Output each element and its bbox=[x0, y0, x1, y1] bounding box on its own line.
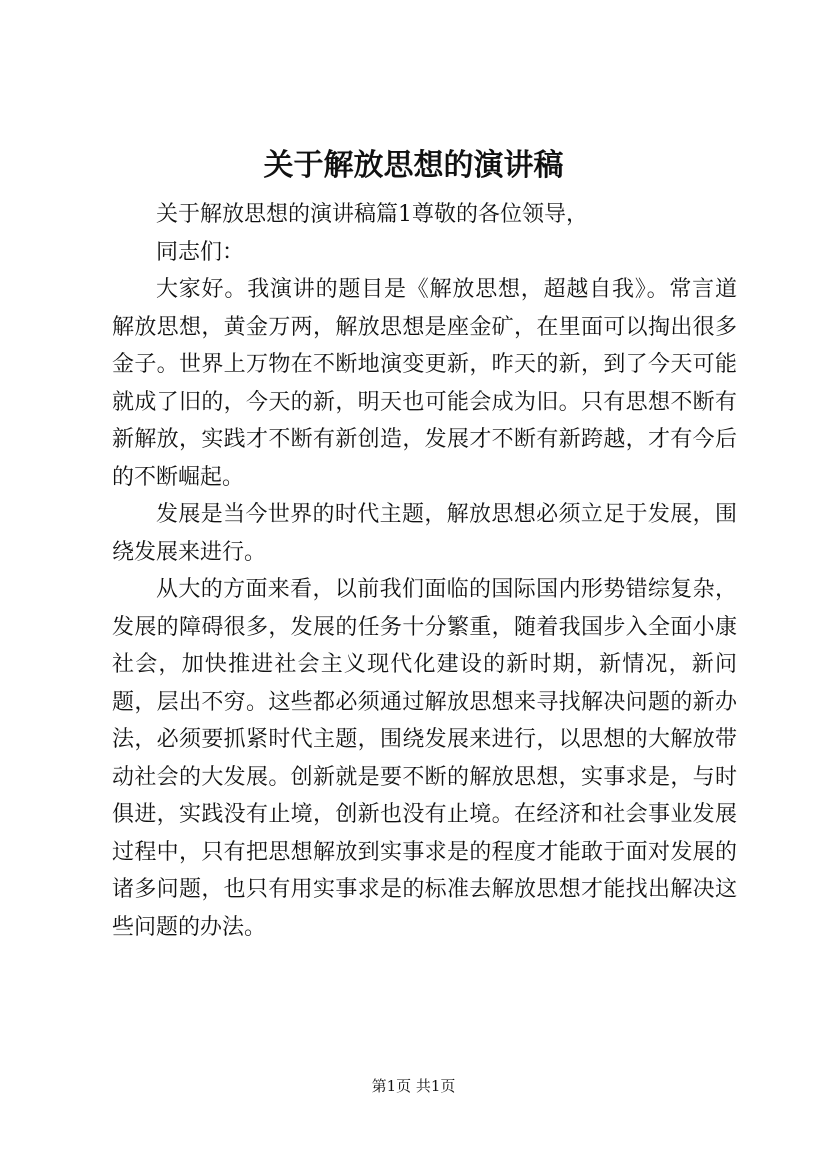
document-title: 关于解放思想的演讲稿 bbox=[263, 148, 564, 183]
paragraph-greeting: 关于解放思想的演讲稿篇1尊敬的各位领导， bbox=[156, 202, 588, 227]
paragraph-development: 从大的方面来看，以前我们面临的国际国内形势错综复杂，发展的障碍很多，发展的任务十分繁重，随着我国步入全面小康社会，加快推进社会主义现代化建设的新时期，新情况，新问题，层出不穷。这些都必须通过解放思想来寻找解决问题的新办法，必须要抓紧时代主题，围绕发展来进行，以思想的大解放带动社会的大发展。创新就是要不断的解放思想，实事求是，与时俱进，实践没有止境，创新也没有止境。在经济和社会事业发展过程中，只有把思想解放到实事求是的程度才能敢于面对发展的诸多问题，也只有用实事求是的标准去解放思想才能找出解决这些问题的办法。 bbox=[112, 577, 737, 940]
page-footer: 第1页 共1页 bbox=[371, 1077, 456, 1095]
paragraph-salutation: 同志们： bbox=[156, 239, 245, 265]
document-body bbox=[112, 196, 737, 946]
paragraph-theme: 发展是当今世界的时代主题，解放思想必须立足于发展，围绕发展来进行。 bbox=[112, 502, 737, 565]
paragraph-intro: 大家好。我演讲的题目是《解放思想，超越自我》。常言道解放思想，黄金万两，解放思想是座金矿，在里面可以掏出很多金子。世界上万物在不断地演变更新，昨天的新，到了今天可能就成了旧的，今天的新，明天也可能会成为旧。只有思想不断有新解放，实践才不断有新创造，发展才不断有新跨越，才有今后的不断崛起。 bbox=[112, 277, 737, 490]
